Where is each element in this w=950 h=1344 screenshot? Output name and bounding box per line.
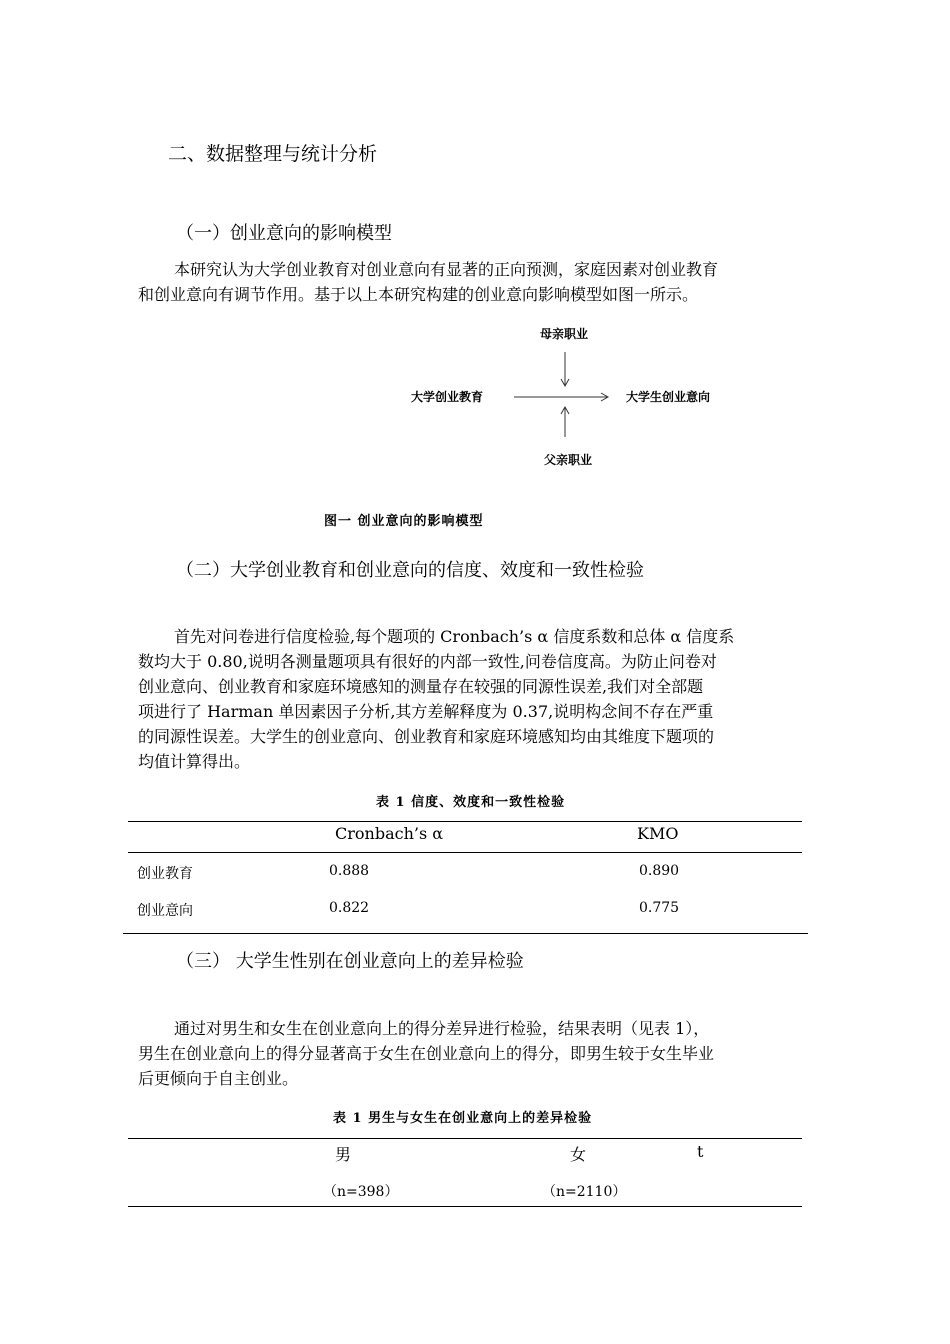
subsection-3-paragraph (138, 1016, 832, 1091)
para-line: 后更倾向于自主创业。 (138, 1069, 299, 1088)
table-subheader-male-n: （n=398） (323, 1184, 399, 1200)
table-cell: 0.890 (639, 863, 680, 879)
section-title: 二、数据整理与统计分析 (168, 143, 378, 165)
table-bottom-rule (123, 933, 808, 934)
table-header-male: 男 (335, 1145, 352, 1164)
table-header-female: 女 (570, 1145, 587, 1164)
table-row-label: 创业教育 (137, 866, 193, 882)
subsection-1-title: （一）创业意向的影响模型 (176, 223, 392, 244)
para-line: 的同源性误差。大学生的创业意向、创业教育和家庭环境感知均由其维度下题项的 (138, 727, 715, 746)
diagram-node-intention: 大学生创业意向 (626, 390, 711, 404)
para-line: 男生在创业意向上的得分显著高于女生在创业意向上的得分，即男生较于女生毕业 (138, 1044, 715, 1063)
para-line: 数均大于 0.80,说明各测量题项具有很好的内部一致性,问卷信度高。为防止问卷对 (138, 652, 717, 671)
diagram-arrows (500, 350, 620, 445)
diagram-node-education: 大学创业教育 (411, 390, 484, 404)
table-cell: 0.822 (329, 900, 370, 916)
para-line: 本研究认为大学创业教育对创业意向有显著的正向预测，家庭因素对创业教育 (174, 260, 719, 279)
para-line: 和创业意向有调节作用。基于以上本研究构建的创业意向影响模型如图一所示。 (138, 285, 699, 304)
figure-caption: 图一 创业意向的影响模型 (324, 514, 484, 529)
para-line: 通过对男生和女生在创业意向上的得分差异进行检验，结果表明（见表 1）， (174, 1019, 710, 1038)
table-bottom-rule (128, 1206, 802, 1207)
subsection-1-paragraph (138, 257, 832, 307)
para-line: 均值计算得出。 (138, 752, 251, 771)
table-cell: 0.888 (329, 863, 370, 879)
para-line: 项进行了 Harman 单因素因子分析,其方差解释度为 0.37,说明构念间不存在严重 (138, 702, 714, 721)
table-1-caption: 表 1 信度、效度和一致性检验 (376, 795, 566, 810)
table-subheader-female-n: （n=2110） (542, 1184, 627, 1200)
subsection-2-title: （二）大学创业教育和创业意向的信度、效度和一致性检验 (176, 560, 644, 581)
table-header-kmo: KMO (637, 824, 679, 843)
para-line: 创业意向、创业教育和家庭环境感知的测量存在较强的同源性误差,我们对全部题 (138, 677, 704, 696)
table-cell: 0.775 (639, 900, 680, 916)
para-line: 首先对问卷进行信度检验,每个题项的 Cronbach’s α 信度系数和总体 α 信度系 (174, 627, 735, 646)
subsection-2-paragraph (138, 624, 832, 774)
table-header-rule (128, 852, 802, 853)
table-header-t: t (697, 1142, 704, 1161)
table-row-label: 创业意向 (137, 903, 193, 919)
table-top-rule (128, 1138, 802, 1139)
diagram-node-mother-occupation: 母亲职业 (540, 327, 589, 341)
table-header-cronbach: Cronbach’s α (335, 824, 444, 843)
table-top-rule (128, 821, 802, 822)
table-2-caption: 表 1 男生与女生在创业意向上的差异检验 (333, 1111, 593, 1126)
diagram-node-father-occupation: 父亲职业 (544, 453, 593, 467)
subsection-3-title: （三） 大学生性别在创业意向上的差异检验 (176, 951, 524, 972)
